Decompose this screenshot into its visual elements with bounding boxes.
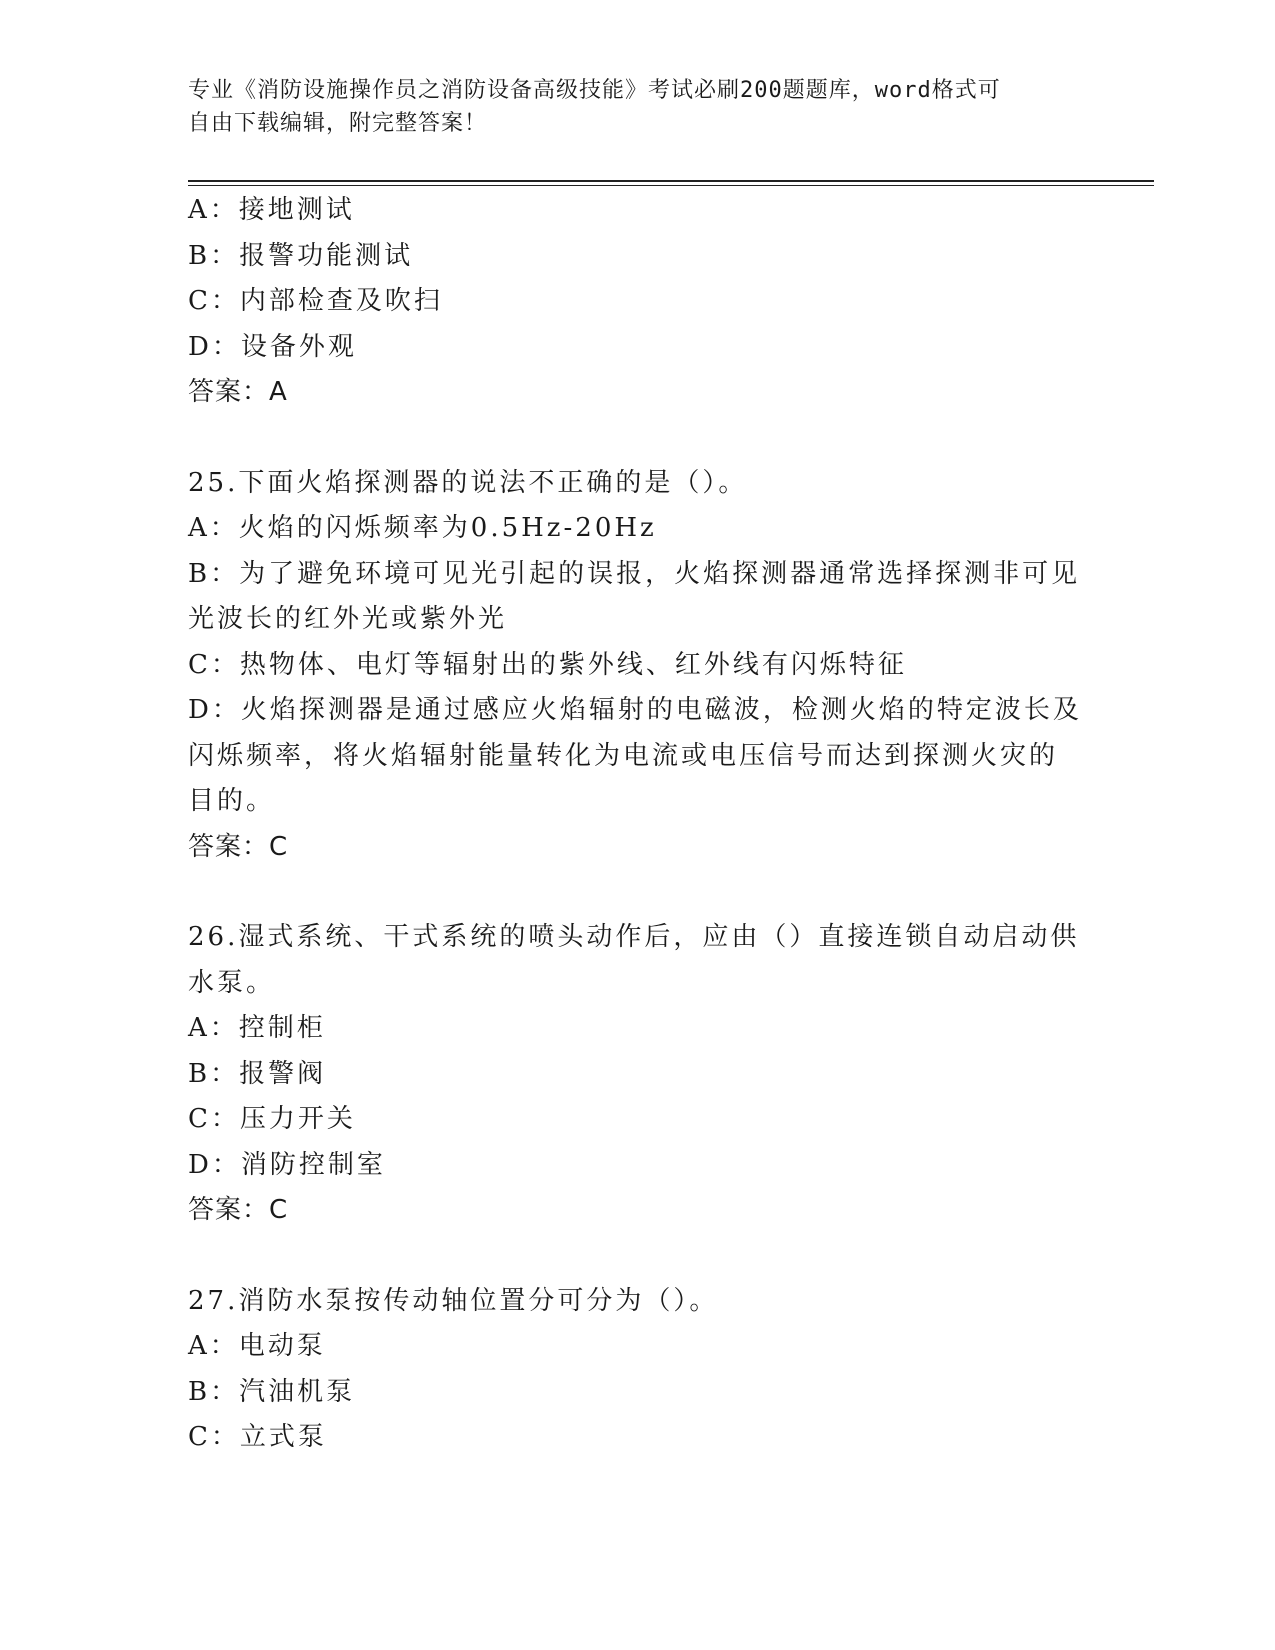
option-a: A：控制柜 bbox=[188, 1013, 326, 1043]
option-c: C：压力开关 bbox=[188, 1104, 356, 1134]
option-b-line-2: 光波长的红外光或紫外光 bbox=[188, 604, 508, 634]
answer: 答案：A bbox=[188, 377, 288, 407]
option-a: A：电动泵 bbox=[188, 1331, 326, 1361]
option-b: B：报警阀 bbox=[188, 1058, 327, 1089]
option-c: C：热物体、电灯等辐射出的紫外线、红外线有闪烁特征 bbox=[188, 649, 907, 680]
option-b-line-1: B：为了避免环境可见光引起的误报，火焰探测器通常选择探测非可见 bbox=[188, 558, 1081, 589]
option-d-line-2: 闪烁频率，将火焰辐射能量转化为电流或电压信号而达到探测火灾的 bbox=[188, 740, 1059, 771]
spacer bbox=[188, 1234, 1088, 1279]
question-24 bbox=[188, 188, 1088, 416]
document-header bbox=[188, 74, 1068, 140]
question-text-line-1: 26.湿式系统、干式系统的喷头动作后，应由（）直接连锁自动启动供 bbox=[188, 922, 1080, 952]
header-line-1: 专业《消防设施操作员之消防设备高级技能》考试必刷200题题库，word格式可 bbox=[188, 78, 1001, 103]
spacer bbox=[188, 416, 1088, 461]
question-27 bbox=[188, 1279, 1088, 1461]
question-list bbox=[188, 188, 1088, 1461]
question-text: 25.下面火焰探测器的说法不正确的是（）。 bbox=[188, 467, 748, 498]
option-b: B：报警功能测试 bbox=[188, 240, 414, 271]
option-d: D：设备外观 bbox=[188, 331, 357, 362]
option-c: C：立式泵 bbox=[188, 1422, 327, 1452]
question-text-line-2: 水泵。 bbox=[188, 967, 276, 998]
header-rule-thick bbox=[188, 180, 1154, 182]
question-25 bbox=[188, 461, 1088, 871]
question-text: 27.消防水泵按传动轴位置分可分为（）。 bbox=[188, 1285, 719, 1316]
option-c: C：内部检查及吹扫 bbox=[188, 286, 443, 316]
option-a: A：接地测试 bbox=[188, 195, 355, 225]
question-26 bbox=[188, 915, 1088, 1234]
option-d: D：消防控制室 bbox=[188, 1149, 386, 1180]
option-d-line-1: D：火焰探测器是通过感应火焰辐射的电磁波，检测火焰的特定波长及 bbox=[188, 695, 1082, 725]
answer: 答案：C bbox=[188, 831, 289, 862]
option-a: A：火焰的闪烁频率为0.5Hz-20Hz bbox=[188, 513, 657, 543]
option-b: B：汽油机泵 bbox=[188, 1376, 356, 1407]
spacer bbox=[188, 870, 1088, 915]
option-d-line-3: 目的。 bbox=[188, 786, 276, 816]
header-line-2: 自由下载编辑，附完整答案！ bbox=[188, 111, 488, 136]
answer: 答案：C bbox=[188, 1195, 289, 1225]
header-rule-thin bbox=[188, 185, 1154, 186]
